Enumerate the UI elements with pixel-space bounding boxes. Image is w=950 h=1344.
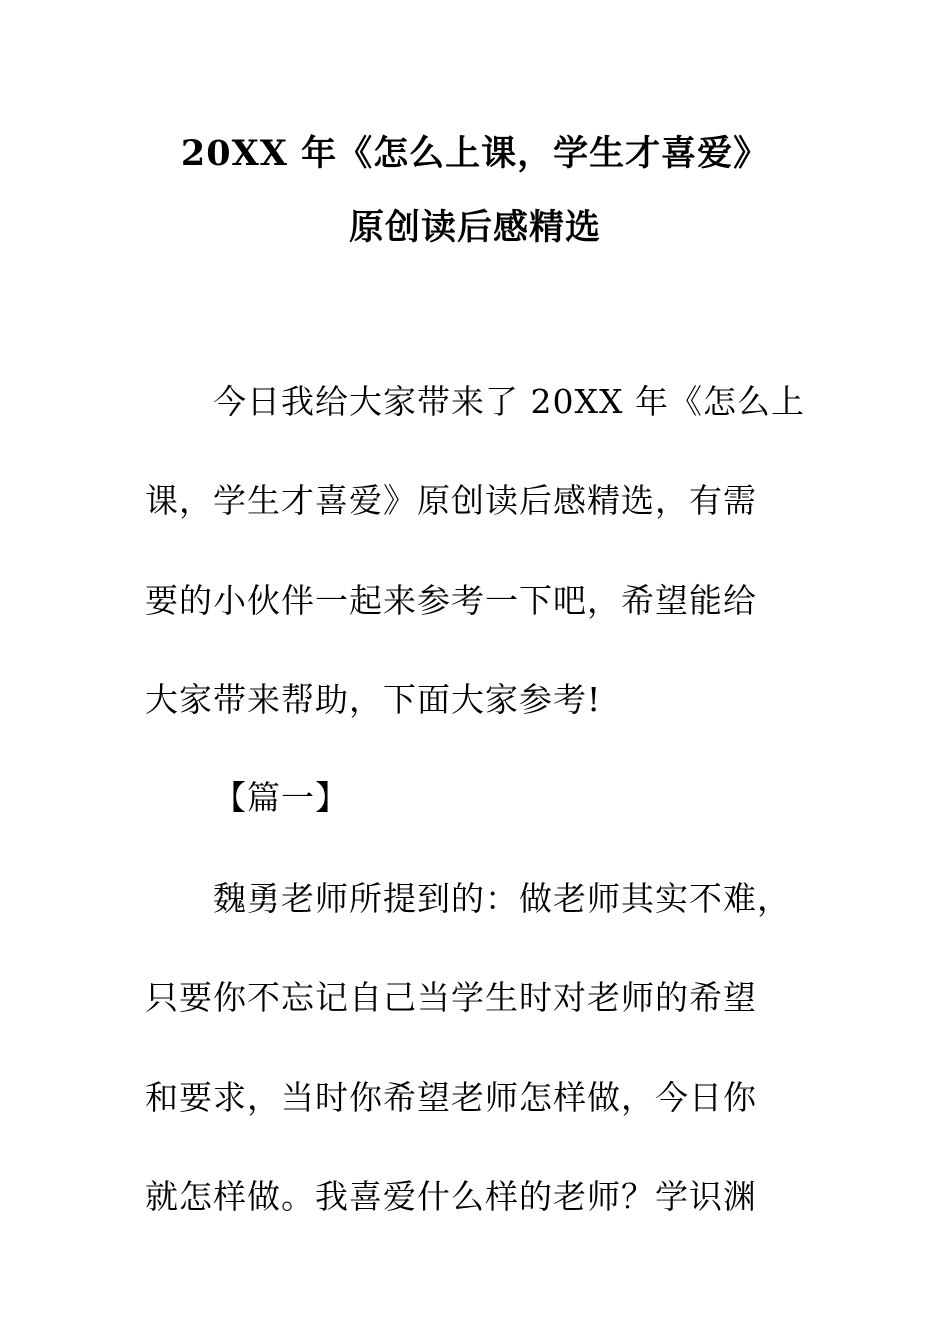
section-heading: 【篇一】 — [213, 778, 349, 817]
paragraph-line: 就怎样做。我喜爱什么样的老师？学识渊 — [145, 1177, 757, 1216]
paragraph-line: 只要你不忘记自己当学生时对老师的希望 — [145, 978, 757, 1017]
paragraph-line: 魏勇老师所提到的：做老师其实不难， — [213, 879, 791, 918]
paragraph-line: 和要求，当时你希望老师怎样做，今日你 — [145, 1078, 757, 1117]
paragraph-line: 要的小伙伴一起来参考一下吧，希望能给 — [145, 581, 757, 620]
paragraph-line: 课，学生才喜爱》原创读后感精选，有需 — [145, 481, 757, 520]
document-title-line-2: 原创读后感精选 — [348, 207, 601, 248]
paragraph-line: 大家带来帮助，下面大家参考! — [145, 680, 602, 719]
paragraph-line: 今日我给大家带来了 20XX 年《怎么上 — [213, 382, 805, 421]
document-title-line-1: 20XX 年《怎么上课，学生才喜爱》 — [180, 133, 770, 174]
